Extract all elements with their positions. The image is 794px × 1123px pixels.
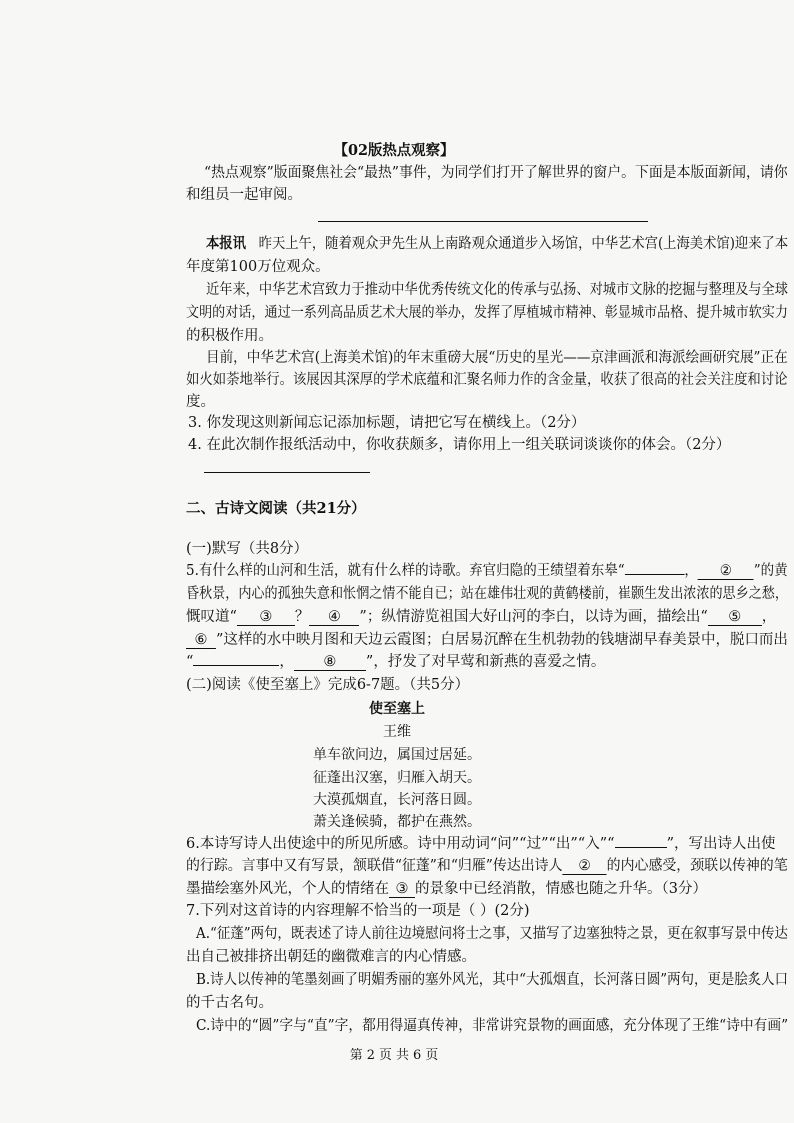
blank-marker: ⑤ [728, 609, 742, 625]
dictation-title: (一)默写（共8分） [186, 541, 309, 557]
page-footer: 第 2 页 共 6 页 [349, 1048, 439, 1063]
news-p3-line-3: 度。 [186, 394, 215, 410]
news-lead: 本报讯 [206, 235, 246, 252]
section-title: 【02版热点观察】 [333, 142, 455, 159]
text: 的内心感受，颈联以传神的笔 [606, 858, 788, 874]
news-p2-line-2: 文明的对话，通过一系列高品质艺术大展的举办，发挥了厚植城市精神、彰显城市品格、提升城市软实力 [186, 305, 788, 321]
question-3: 3. 你发现这则新闻忘记添加标题，请把它写在横线上。（2分） [188, 415, 586, 431]
text: 的行踪。言事中又有写景，颔联借“征蓬”和“归雁”传达出诗人 [186, 858, 563, 874]
reading-title: (二)阅读《使至塞上》完成6-7题。（共5分） [186, 677, 470, 693]
q4-answer-line [204, 472, 370, 473]
blank-6[interactable] [186, 632, 216, 649]
question-4: 4. 在此次制作报纸活动中，你收获颇多，请你用上一组关联词谈谈你的体会。（2分） [188, 437, 731, 453]
dictation-line-3 [186, 607, 776, 627]
option-c-line-1: C.诗中的“圆”字与“直”字，都用得逼真传神，非常讲究景物的画面感，充分体现了王维“诗中有画” [196, 1018, 789, 1034]
poem-line-1: 单车欲问边，属国过居延。 [313, 747, 481, 763]
dictation-line-4 [186, 630, 788, 650]
news-p1-line-1 [206, 234, 788, 254]
blank-marker: ② [578, 858, 591, 874]
q6-blank-2[interactable] [563, 858, 607, 875]
part2-title: 二、古诗文阅读（共21分） [186, 500, 366, 517]
question-7-stem: 7.下列对这首诗的内容理解不恰当的一项是（ ）(2分) [186, 903, 530, 919]
option-a-line-2: 出自己被排挤出朝廷的幽微难言的内心情感。 [186, 949, 476, 965]
text: ， [684, 563, 698, 579]
blank-marker: ③ [259, 609, 273, 625]
poem-title: 使至塞上 [369, 701, 425, 717]
blank-7[interactable] [193, 665, 279, 666]
blank-marker: ② [719, 563, 732, 579]
news-p3-line-1: 目前，中华艺术宫(上海美术馆)的年末重磅大展“历史的星光——京津画派和海派绘画研究展”正在 [206, 350, 788, 366]
dictation-line-2: 昏秋景，内心的孤独失意和怅惘之情不能自已；站在雄伟壮观的黄鹤楼前，崔颢生发出浓浓的思乡之愁， [186, 586, 788, 602]
text: ， [279, 654, 294, 670]
question-6-line-1 [186, 834, 775, 854]
blank-4[interactable] [309, 609, 359, 626]
news-p3-line-2: 如火如荼地举行。该展因其深厚的学术底蕴和汇聚名师力作的含金量，收获了很高的社会关注度和讨论 [186, 372, 788, 388]
blank-marker: ⑥ [194, 632, 208, 648]
text: 慨叹道“ [186, 609, 237, 625]
intro-line-2: 和组员一起审阅。 [186, 187, 302, 203]
text: ？ [294, 609, 310, 625]
text: 墨描绘塞外风光，个人的情绪在 [186, 881, 389, 897]
text: 6.本诗写诗人出使途中的所见所感。诗中用动词“问”“过”“出”“入”“ [186, 836, 615, 852]
option-b-line-2: 的千古名句。 [186, 995, 273, 1011]
news-p1-line-2: 年度第100万位观众。 [186, 259, 330, 275]
text: 的景象中已经消散，情感也随之升华。（3分） [415, 881, 707, 897]
text: 5.有什么样的山河和生活，就有什么样的诗歌。弃官归隐的王绩望着东皋“ [186, 563, 625, 579]
text: ”这样的水中映月图和天边云霞图；白居易沉醉在生机勃勃的钱塘湖早春美景中，脱口而出 [215, 632, 788, 648]
poem-author: 王维 [383, 724, 411, 740]
q6-blank-1[interactable] [615, 847, 667, 848]
text: ”，写出诗人出使 [666, 836, 776, 852]
option-a-line-1: A.“征蓬”两句，既表述了诗人前往边境慰问将士之事，又描写了边塞独特之景，更在叙事写景中传达 [196, 926, 788, 942]
intro-line-1: “热点观察”版面聚焦社会“最热”事件，为同学们打开了解世界的窗户。下面是本版面新闻，请你 [204, 165, 788, 181]
poem-line-3: 大漠孤烟直，长河落日圆。 [313, 792, 481, 808]
q6-blank-3[interactable] [389, 881, 415, 898]
text: “ [186, 654, 194, 670]
blank-8[interactable] [294, 654, 366, 671]
question-6-line-2 [186, 856, 788, 876]
question-6-line-3 [186, 879, 707, 899]
blank-marker: ⑧ [323, 654, 337, 670]
poem-line-2: 征蓬出汉塞，归雁入胡天。 [313, 770, 481, 786]
dictation-line-5 [186, 652, 605, 672]
blank-3[interactable] [237, 609, 295, 626]
blank-2[interactable] [698, 563, 754, 580]
blank-marker: ④ [327, 609, 341, 625]
poem-line-4: 萧关逢候骑，都护在燕然。 [313, 814, 481, 830]
text: ”的黄 [753, 563, 788, 579]
blank-1[interactable] [625, 574, 685, 575]
news-p1-text: 昨天上午，随着观众尹先生从上南路观众通道步入场馆，中华艺术宫(上海美术馆)迎来了本 [258, 236, 789, 252]
headline-answer-line [318, 221, 648, 222]
dictation-line-1 [186, 561, 788, 581]
option-b-line-1: B.诗人以传神的笔墨刻画了明媚秀丽的塞外风光，其中“大孤烟直，长河落日圆”两句，更是脍炙人口 [196, 972, 789, 988]
text: ”；纵情游览祖国大好山河的李白，以诗为画，描绘出“ [359, 609, 708, 625]
news-p2-line-1: 近年来，中华艺术宫致力于推动中华优秀传统文化的传承与弘扬、对城市文脉的挖掘与整理及与全球 [206, 282, 788, 298]
text: ”，抒发了对早莺和新燕的喜爱之情。 [365, 654, 606, 670]
blank-marker: ③ [395, 881, 409, 897]
text: ， [761, 609, 777, 625]
news-p2-line-3: 的积极作用。 [186, 328, 273, 344]
blank-5[interactable] [708, 609, 762, 626]
